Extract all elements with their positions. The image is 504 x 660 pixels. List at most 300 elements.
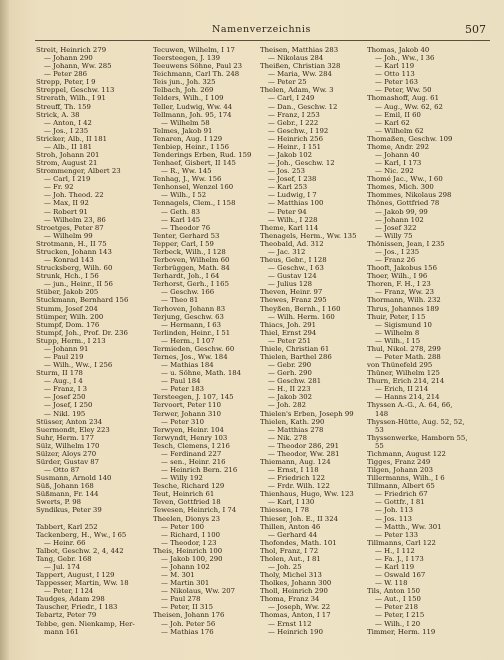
index-entry [0,175,4,183]
index-entry: Terlinden, Heinr., I 51 [153,328,231,337]
index-entry: — Geschw., I 192 [268,126,329,135]
index-entry: Syndikus, Peter 39 [36,506,102,515]
index-entry: Susmann, Arnold 140 [36,474,112,483]
index-entry: Theisen, Matthias 283 [260,46,339,54]
index-entry: Terbeck, Wilh., I 128 [153,247,226,256]
index-entry: — Heinr., I 151 [268,142,321,151]
index-entry: — H., I 112 [375,546,415,555]
index-entry [0,224,4,232]
index-entry: — Peter 310 [161,417,204,426]
index-entry: Thommes, Nikolaus 298 [367,191,452,200]
index-column-0 [0,46,4,660]
index-entry: — Hermann, I 63 [161,320,222,329]
index-entry: — Joh. Peter 56 [161,619,216,628]
running-header [0,24,504,38]
index-entry: — Nic. 292 [375,167,414,176]
index-entry [0,579,4,587]
index-entry [0,490,4,498]
index-entry: — sen., Heinr. 216 [161,457,226,466]
index-entry [0,248,4,256]
index-entry [0,313,4,321]
index-entry: — Peter Math. 288 [375,352,441,361]
index-entry: — Oswald 167 [375,571,426,580]
index-entry [0,482,4,490]
index-entry: Theus, Gebr., I 128 [260,256,327,265]
index-entry: — Emil, II 60 [375,110,421,119]
index-entry: — Nikolaus 284 [268,54,324,63]
index-entry: Thoer, Wilh., I 96 [367,272,428,281]
index-entry: — Otto 113 [375,70,415,79]
index-entry [0,86,4,94]
index-entry: — Jul. 174 [44,563,81,571]
index-entry: — Heinrich Bern. 216 [161,466,238,475]
index-entry: Thuir, Peter, I 15 [367,312,426,321]
index-entry [0,393,4,401]
index-entry: Thomé Jac., Ww., I 60 [367,175,443,184]
index-entry: — Franz, Ww. 23 [375,288,435,297]
index-entry [0,46,4,54]
index-entry: — Mathias 176 [161,627,214,636]
index-entry: Thoma, Franz 34 [260,595,320,604]
index-entry: — Jos. 253 [268,167,306,176]
index-entry: — Jac. 312 [268,247,306,256]
index-entry [0,94,4,102]
index-entry: — Herm., I 107 [161,336,215,345]
index-entry: — Joh. 282 [268,401,306,410]
index-entry: — Wilhelm 62 [375,126,424,135]
index-entry [0,103,4,111]
index-entry: — Peter 218 [375,603,418,612]
index-entry [0,151,4,159]
index-entry: — Willy 192 [161,474,203,483]
index-entry: Thillen, Anton 46 [260,522,321,531]
index-entry: — Karl 119 [375,563,415,571]
index-entry: Stüsser, Anton 234 [36,417,103,426]
index-entry: Suermondt, Eley 223 [36,425,110,434]
index-entry: Stroetges, Peter 87 [36,223,104,232]
index-entry: Tewesen, Heinrich, I 74 [153,506,237,515]
index-entry [0,191,4,199]
index-entry [0,636,4,644]
index-entry: — Josef, I 250 [44,401,93,410]
index-entry: — Gerh. 290 [268,369,312,378]
index-entry: Thewes, Franz 295 [260,296,327,305]
index-entry: Streuff, Th. 159 [36,102,91,111]
index-entry: Tackenberg, H., Ww., I 65 [36,530,127,539]
index-entry: — Willy 75 [375,231,413,240]
index-entry: — Theodor, I 23 [161,538,217,547]
index-entry: — Josef, I 238 [268,175,317,184]
index-entry [0,159,4,167]
page-title: Namenverzeichnis [212,24,311,35]
index-entry: Tervoort, Peter 110 [153,401,221,410]
index-entry: — Peter 133 [375,530,418,539]
index-entry: Taudges, Adam 298 [36,595,105,604]
index-entry: — Joh. Theod. 22 [44,191,104,200]
index-entry: — Heinrich 256 [268,134,323,143]
index-entry [0,208,4,216]
index-entry: Theis, Heinrich 100 [153,546,223,555]
index-entry: — Peter, II 315 [161,603,214,612]
index-entry [0,272,4,280]
index-entry [0,369,4,377]
index-entry: Stumpf, Dom. 176 [36,320,100,329]
index-entry: — Franz, I 3 [44,385,88,394]
index-entry: — Paul 278 [161,595,201,604]
index-entry [0,401,4,409]
index-entry: — Jakob 302 [268,393,313,402]
index-entry: — Josef 322 [375,223,417,232]
index-column-2 [153,46,275,636]
index-entry: Thomas, Anton, I 17 [260,611,331,620]
index-entry: — Matthias 100 [268,199,324,208]
index-entry: Tecuwen, Wilhelm, I 17 [153,46,235,54]
index-entry: Swerts, P. 98 [36,498,82,507]
index-entry: — Gebr., I 222 [268,118,319,127]
index-entry: Thome, Andr. 292 [367,142,430,151]
index-entry: — Johann 290 [44,54,93,63]
index-entry [0,256,4,264]
index-entry: — Geschw. 281 [268,377,322,386]
index-entry: — Karl, I 130 [268,498,315,507]
index-entry: von Thünefeld 295 [367,361,433,370]
index-entry: — Julius 128 [268,280,313,289]
index-entry: Strom, August 21 [36,159,98,168]
index-entry: — Theodor, Ww. 281 [268,449,340,458]
index-entry: Tappert, August, I 129 [36,571,115,580]
index-entry: — Joseph, Ww. 22 [268,603,331,612]
index-entry: Terjung, Geschw. 63 [153,312,224,321]
index-entry: Thiel, Ernst 294 [260,328,317,337]
index-entry: — Martin 301 [161,579,210,588]
index-entry: — Peter, I 124 [44,587,94,596]
index-entry [0,70,4,78]
index-entry: — Wilhelm 23, 86 [44,215,106,224]
index-entry [0,199,4,207]
index-entry [0,434,4,442]
index-entry: Süß, Johann 168 [36,482,94,491]
index-entry: — Franz, I 253 [268,110,320,119]
index-entry: — Peter, Ww. 50 [375,86,432,95]
index-entry [0,135,4,143]
index-entry: Tenhonsel, Wenzel 160 [153,183,234,192]
index-entry: Thüner, Wilhelm 125 [367,369,440,378]
index-entry [0,353,4,361]
index-entry: — Aug., I 4 [44,377,83,386]
index-entry [0,563,4,571]
index-entry [0,539,4,547]
index-entry: Tils, Anton 150 [367,587,421,596]
index-entry [0,280,4,288]
page-number: 507 [465,23,486,36]
index-entry [0,426,4,434]
index-entry: Timmer, Herm. 119 [367,627,436,636]
index-entry: Thiacs, Joh. 291 [260,320,317,329]
index-entry [0,288,4,296]
index-entry: Teven, Gottfried 18 [153,498,221,507]
index-entry [0,240,4,248]
index-entry [0,54,4,62]
index-entry: — Johann 91 [44,344,89,353]
index-entry: — Karl 62 [375,118,410,127]
index-entry: Tholl, Heinrich 290 [260,587,328,596]
index-entry: — M. 301 [161,571,195,580]
index-entry: — Paul 184 [161,377,201,386]
index-entry: — Heinrich 190 [268,627,323,636]
index-entry: Stricker, Alb., II 181 [36,134,107,143]
index-entry: — Robert 91 [44,207,88,216]
index-entry: — Friedrich 67 [375,490,428,499]
index-entry: — Wilh., I 228 [268,215,318,224]
index-entry [0,329,4,337]
index-entry: — Carl, I 219 [44,175,91,184]
index-entry: — Wilhelm 99 [44,231,93,240]
index-entry: — Geth. 83 [161,207,201,216]
index-entry: — Johann, Ww. 285 [44,62,112,71]
index-entry [0,216,4,224]
index-entry: Telmes, Jakob 91 [153,126,213,135]
index-entry [0,345,4,353]
index-entry: — Theodor 76 [161,223,211,232]
index-entry: — Aut., I 150 [375,595,421,604]
index-entry [0,450,4,458]
index-entry: Süßmann, Fr. 144 [36,490,99,499]
index-entry: Teeuwens Söhne, Paul 23 [153,62,243,71]
index-entry: Terboven, Wilhelm 60 [153,256,230,265]
index-entry: — Joh., Ww., I 36 [375,54,435,63]
index-entry [0,62,4,70]
index-entry [0,418,4,426]
index-entry [0,595,4,603]
index-entry [0,321,4,329]
index-entry: mann 161 [44,627,79,636]
index-entry: Terhoven, Johann 83 [153,304,226,313]
index-entry [0,183,4,191]
index-entry: Thomas, Jakob 40 [367,46,430,54]
index-entry: — Matthias 278 [268,425,324,434]
index-entry [0,523,4,531]
index-entry: — Joh., Geschw. 12 [268,159,335,168]
index-entry: Thoren, F. H., I 23 [367,280,431,289]
index-entry [0,547,4,555]
index-entry: Terwer, Johann 310 [153,409,221,418]
index-entry: Tenbiep, Heinr., I 156 [153,142,229,151]
index-entry: Tenderings Erben, Rud. 159 [153,151,252,160]
index-entry: Teersteegen, J. 139 [153,54,221,63]
index-entry: Tigges, Franz 249 [367,457,431,466]
index-entry [0,571,4,579]
index-entry: — Jos., I 235 [44,126,89,135]
index-entry: Sülzer, Aloys 270 [36,449,97,458]
index-entry: Telbach, Joh. 269 [153,86,214,95]
index-entry: Theisen, Johann 176 [153,611,225,620]
index-entry: Theme, Karl 114 [260,223,319,232]
index-entry: — Mathias 184 [161,361,214,370]
index-entry: Stumpf, Joh., Prof. Dr. 236 [36,328,128,337]
index-entry: — R., Ww. 145 [161,167,212,176]
index-entry: 53 [375,425,384,434]
index-entry: Sturm, II 178 [36,369,83,378]
index-entry: — Gerhard 44 [268,530,318,539]
index-entry: Thormann, Wilh. 232 [367,296,441,305]
index-entry [0,78,4,86]
index-entry: — Karl, I 173 [375,159,422,168]
index-entry: Thiessen, I 78 [260,506,309,515]
index-entry: — Jakob 102 [268,151,313,160]
index-entry [0,167,4,175]
index-entry [0,531,4,539]
index-column-4 [367,46,495,636]
index-entry [0,506,4,514]
index-entry: — Gustav 124 [268,272,317,281]
index-entry: — Karl 145 [161,215,201,224]
index-entry: Thomaßen, Geschw. 109 [367,134,453,143]
index-entry: Thielen's Erben, Joseph 99 [260,409,354,418]
index-entry [0,385,4,393]
index-entry: — Geschw., I 63 [268,264,324,273]
index-entry: Tesch, Clemens, I 216 [153,441,230,450]
index-entry: Tebartz, Peter 79 [36,611,97,620]
index-entry [0,620,4,628]
index-entry: Theißen, Christian 328 [260,62,341,71]
index-entry: — Johann 40 [375,151,420,160]
index-entry: — Jos., I 235 [375,247,420,256]
index-entry: Stroh, Johann 201 [36,151,100,160]
index-entry: — Frdr. Wilh. 122 [268,482,330,491]
index-entry: — Wilh., I 15 [375,336,421,345]
index-entry: — Peter 100 [161,522,204,531]
index-entry: Tenaren, Aug. I 129 [153,134,223,143]
index-entry: 148 [375,409,389,418]
index-entry [0,361,4,369]
index-entry: Terhardt, Joh., I 64 [153,272,220,281]
index-entry: — Peter 183 [161,385,204,394]
index-entry: — Aug., Ww. 62, 62 [375,102,443,111]
index-entry [0,466,4,474]
index-entry: — Nik. 278 [268,433,308,442]
index-entry: — Maria, Ww. 284 [268,70,332,79]
index-entry: — Josef 250 [44,393,86,402]
index-entry: Strerath, Wilh., I 91 [36,94,106,103]
index-entry: Tholy, Michel 313 [260,571,322,580]
index-entry [0,410,4,418]
index-entry: Suhr, Herm. 177 [36,433,94,442]
index-entry: — Ernst, I 118 [268,466,319,475]
index-entry: Thelen, Adam, Ww. 3 [260,86,334,95]
index-entry: — Nikolaus, Ww. 207 [161,587,235,596]
index-entry: — Wilhelm 8 [375,328,420,337]
index-entry [0,337,4,345]
index-entry: Terwyndt, Henry 103 [153,433,228,442]
index-entry: — Karl 253 [268,183,308,192]
index-entry [0,555,4,563]
index-entry: — Theodor 286, 291 [268,441,340,450]
index-entry: Streppel, Geschw. 113 [36,86,115,95]
index-entry: — Max, II 92 [44,199,89,208]
index-entry: Thielen, Barthel 286 [260,352,332,361]
index-entry: Thieser, Joh. E., II 324 [260,514,338,523]
index-entry: Tichmann, August 122 [367,449,446,458]
index-entry: Thofondes, Math. 101 [260,538,337,547]
index-entry: Thyssenwerke, Hamborn 55, [367,433,468,442]
index-entry: Tenter, Gerhard 53 [153,231,220,240]
index-entry: — Gebr. 290 [268,361,312,370]
index-entry: Teichmann, Carl Th. 248 [153,70,240,79]
index-entry: Thielen, Kath. 290 [260,417,325,426]
index-entry: Thienhaus, Hugo, Ww. 123 [260,490,354,499]
index-entry: — Joh. 113 [375,506,413,515]
index-entry: Tilgen, Johann 203 [367,466,433,475]
index-entry: — Karl 119 [375,62,415,71]
index-entry: — Johann 102 [375,215,424,224]
index-entry [0,652,4,660]
index-entry [0,232,4,240]
index-entry: Strepp, Peter, I 9 [36,78,96,87]
index-entry: Sürder, Gustav 87 [36,457,100,466]
index-entry: Theven, Heinr. 97 [260,288,323,297]
index-entry: — Nikl. 195 [44,409,86,418]
index-entry: — Ernst 112 [268,619,312,628]
index-entry: — Fa. J., I 173 [375,554,424,563]
index-entry [0,296,4,304]
index-entry [0,143,4,151]
index-entry: — Jakob 99, 99 [375,207,428,216]
index-entry [0,264,4,272]
index-entry: — Paul 219 [44,352,84,361]
index-entry: Thurn, Erich 214, 214 [367,377,445,386]
index-entry: Thol, Franz, I 72 [260,546,319,555]
index-entry: Thrus, Johannes 189 [367,304,439,313]
index-entry: — Carl, I 249 [268,94,315,103]
index-entry: 55 [375,441,384,450]
index-entry [0,111,4,119]
index-entry: Terwyen, Heinr. 104 [153,425,224,434]
index-entry: Thönissen, Jean, I 235 [367,239,445,248]
index-entry: Thiele, Christian 61 [260,344,330,353]
index-column-1 [36,46,158,636]
index-entry: — Otto 87 [44,466,80,475]
index-entry: Teis jun., Joh. 325 [153,78,216,87]
index-entry: Telders, Wilh., I 109 [153,94,224,103]
index-entry: Teller, Ludwig, Ww. 44 [153,102,233,111]
index-entry: Thiemann, Aug. 124 [260,457,331,466]
index-entry: — Hanns 214, 214 [375,393,440,402]
header-rule [35,40,490,41]
index-entry: — H., II 223 [268,385,311,394]
index-entry: — Peter 286 [44,70,87,79]
index-entry: Terhorst, Gerh., I 165 [153,280,229,289]
index-entry: Thyssen A.-G., A. 64, 66, [367,401,453,410]
index-entry: — Jakob 100, 290 [161,554,223,563]
index-entry [0,587,4,595]
index-entry: — Wilh., Ww., I 256 [44,361,113,370]
index-entry: — Theo 81 [161,296,199,305]
index-entry [0,515,4,523]
index-entry: Streit, Heinrich 279 [36,46,107,54]
index-entry: Theyßen, Bernh., I 160 [260,304,341,313]
index-entry: — Matth., Ww. 301 [375,522,442,531]
index-entry: — Wilhelm 58 [161,118,210,127]
index-entry: — Fr. 92 [44,183,74,192]
index-entry: — Wilh., I 52 [161,191,207,200]
index-entry: Stumm, Josef 204 [36,304,98,313]
index-entry: — Wilh., I 20 [375,619,421,628]
index-entry [0,119,4,127]
index-entry: Strucksberg, Wilh. 60 [36,264,113,273]
index-entry: Tabbert, Karl 252 [36,522,98,531]
index-entry: — Sigismund 10 [375,320,432,329]
index-entry: — Ludwig, I 7 [268,191,317,200]
